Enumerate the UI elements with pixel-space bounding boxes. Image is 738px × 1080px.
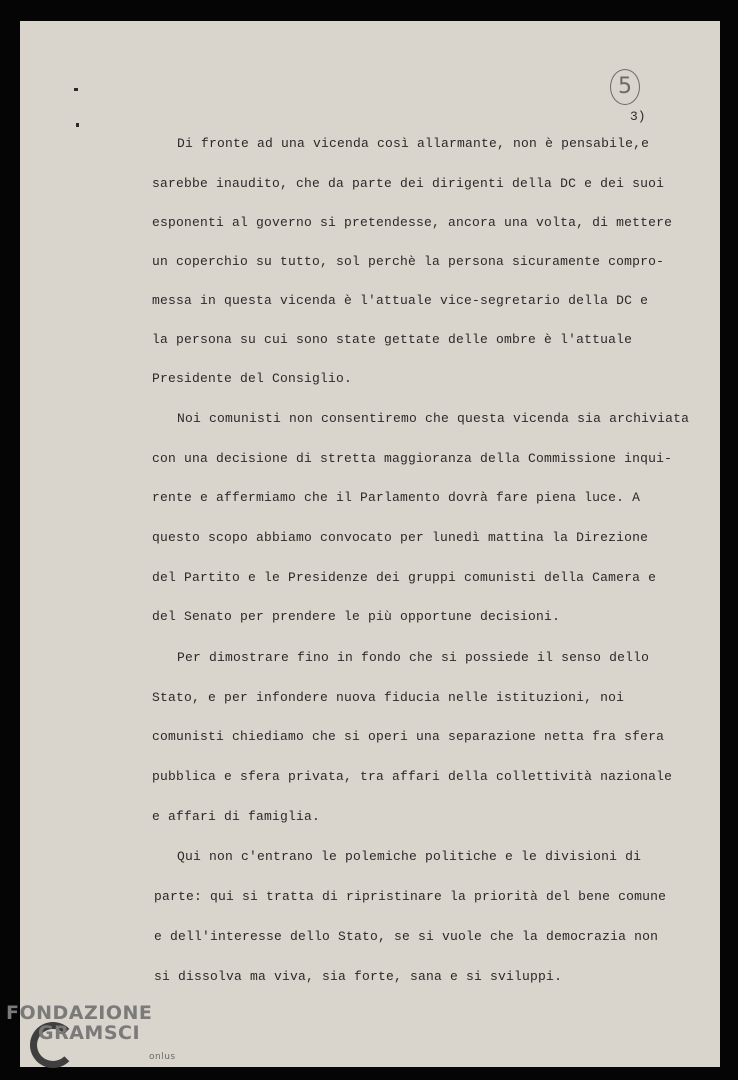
punch-mark <box>74 88 78 91</box>
text-line: la persona su cui sono state gettate delle ombre è l'attuale <box>152 332 633 347</box>
text-line: e dell'interesse dello Stato, se si vuole che la democrazia non <box>154 929 659 944</box>
text-line: un coperchio su tutto, sol perchè la persona sicuramente compro- <box>152 254 665 269</box>
text-line: Stato, e per infondere nuova fiducia nelle istituzioni, noi <box>152 690 625 705</box>
text-line: Presidente del Consiglio. <box>152 371 353 386</box>
folio-number-circled: 5 <box>610 69 640 105</box>
logo-line-1: FONDAZIONE <box>6 1002 153 1024</box>
text-line: del Partito e le Presidenze dei gruppi comunisti della Camera e <box>152 570 657 585</box>
text-line: con una decisione di stretta maggioranza della Commissione inqui- <box>152 451 673 466</box>
text-line: Per dimostrare fino in fondo che si possiede il senso dello <box>145 650 650 665</box>
text-line: sarebbe inaudito, che da parte dei dirigenti della DC e dei suoi <box>152 176 665 191</box>
text-line: pubblica e sfera privata, tra affari della collettività nazionale <box>152 769 673 784</box>
fondazione-gramsci-logo <box>6 1002 176 1062</box>
logo-line-2: GRAMSCI <box>38 1022 141 1044</box>
text-line: e affari di famiglia. <box>152 809 321 824</box>
punch-mark <box>76 123 79 127</box>
logo-line-3: onlus <box>149 1052 176 1062</box>
text-line: del Senato per prendere le più opportune decisioni. <box>152 609 561 624</box>
text-line: questo scopo abbiamo convocato per lunedì mattina la Direzione <box>152 530 649 545</box>
text-line: Di fronte ad una vicenda così allarmante, non è pensabile,e <box>145 136 650 151</box>
text-line: parte: qui si tratta di ripristinare la priorità del bene comune <box>154 889 667 904</box>
text-line: messa in questa vicenda è l'attuale vice-segretario della DC e <box>152 293 649 308</box>
page-number: 3) <box>630 109 646 124</box>
text-line: esponenti al governo si pretendesse, ancora una volta, di mettere <box>152 215 673 230</box>
document-page <box>20 21 720 1067</box>
text-line: si dissolva ma viva, sia forte, sana e si sviluppi. <box>154 969 563 984</box>
text-line: comunisti chiediamo che si operi una separazione netta fra sfera <box>152 729 665 744</box>
text-line: Qui non c'entrano le polemiche politiche e le divisioni di <box>145 849 642 864</box>
text-line: Noi comunisti non consentiremo che questa vicenda sia archiviata <box>145 411 690 426</box>
text-line: rente e affermiamo che il Parlamento dovrà fare piena luce. A <box>152 490 641 505</box>
